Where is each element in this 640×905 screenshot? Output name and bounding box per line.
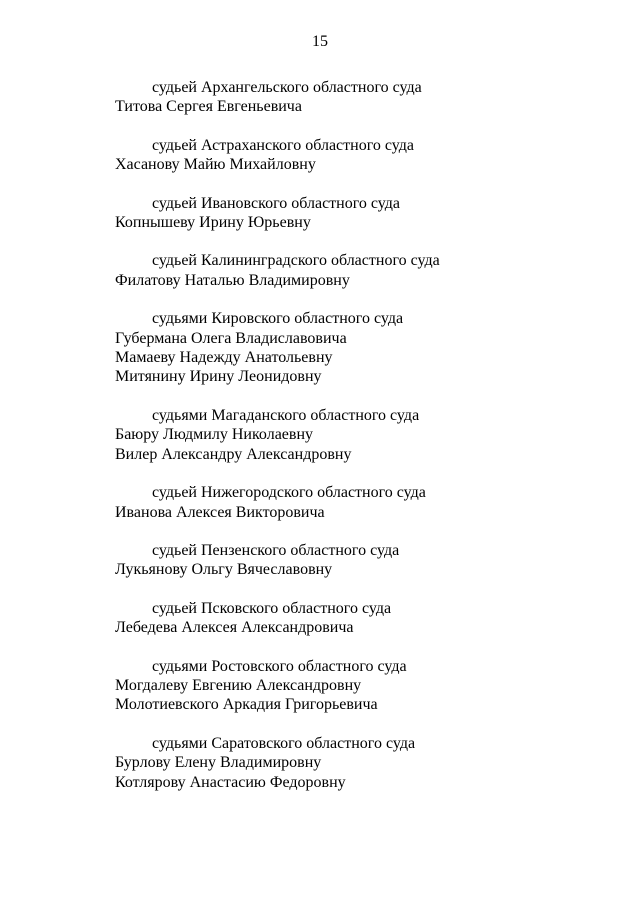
court-heading: судьей Ивановского областного суда	[152, 194, 401, 212]
court-appointment-group	[115, 406, 595, 464]
judge-name: Лебедева Алексея Александровича	[115, 619, 354, 637]
court-appointment-group	[115, 657, 595, 715]
court-appointment-group	[115, 541, 595, 580]
court-heading: судьей Калининградского областного суда	[152, 252, 440, 270]
court-appointment-group	[115, 599, 595, 638]
judge-name: Мамаеву Надежду Анатольевну	[115, 349, 333, 367]
court-heading: судьей Псковского областного суда	[152, 599, 392, 617]
page-number: 15	[312, 33, 328, 50]
judge-name: Молотиевского Аркадия Григорьевича	[115, 696, 378, 714]
court-heading: судьями Саратовского областного суда	[152, 734, 416, 752]
court-appointment-group	[115, 309, 595, 387]
court-heading: судьей Астраханского областного суда	[152, 136, 414, 154]
judge-name: Титова Сергея Евгеньевича	[115, 98, 302, 116]
judge-name: Котлярову Анастасию Федоровну	[115, 773, 346, 791]
court-appointment-group	[115, 734, 595, 792]
court-heading: судьей Архангельского областного суда	[152, 79, 422, 96]
court-heading: судьями Магаданского областного суда	[152, 406, 420, 424]
judge-name: Митянину Ирину Леонидовну	[115, 368, 322, 386]
judge-name: Могдалеву Евгению Александровну	[115, 676, 362, 694]
court-appointment-group	[115, 194, 595, 233]
judge-name: Копнышеву Ирину Юрьевну	[115, 214, 311, 232]
judge-name: Хасанову Майю Михайловну	[115, 156, 316, 174]
judge-name: Иванова Алексея Викторовича	[115, 503, 325, 521]
judge-name: Губермана Олега Владиславовича	[115, 329, 347, 347]
court-appointment-group	[115, 251, 595, 290]
court-heading: судьей Нижегородского областного суда	[152, 484, 426, 502]
court-appointment-group	[115, 78, 595, 117]
court-appointment-group	[115, 136, 595, 175]
court-heading: судьями Кировского областного суда	[152, 310, 404, 328]
judge-name: Бурлову Елену Владимировну	[115, 754, 322, 772]
court-appointment-group	[115, 483, 595, 522]
document-body	[115, 78, 595, 811]
judge-name: Баюру Людмилу Николаевну	[115, 426, 314, 444]
court-heading: судьей Пензенского областного суда	[152, 541, 400, 559]
court-heading: судьями Ростовского областного суда	[152, 657, 407, 675]
judge-name: Вилер Александру Александровну	[115, 445, 352, 463]
judge-name: Лукьянову Ольгу Вячеславовну	[115, 561, 333, 579]
judge-name: Филатову Наталью Владимировну	[115, 271, 350, 289]
